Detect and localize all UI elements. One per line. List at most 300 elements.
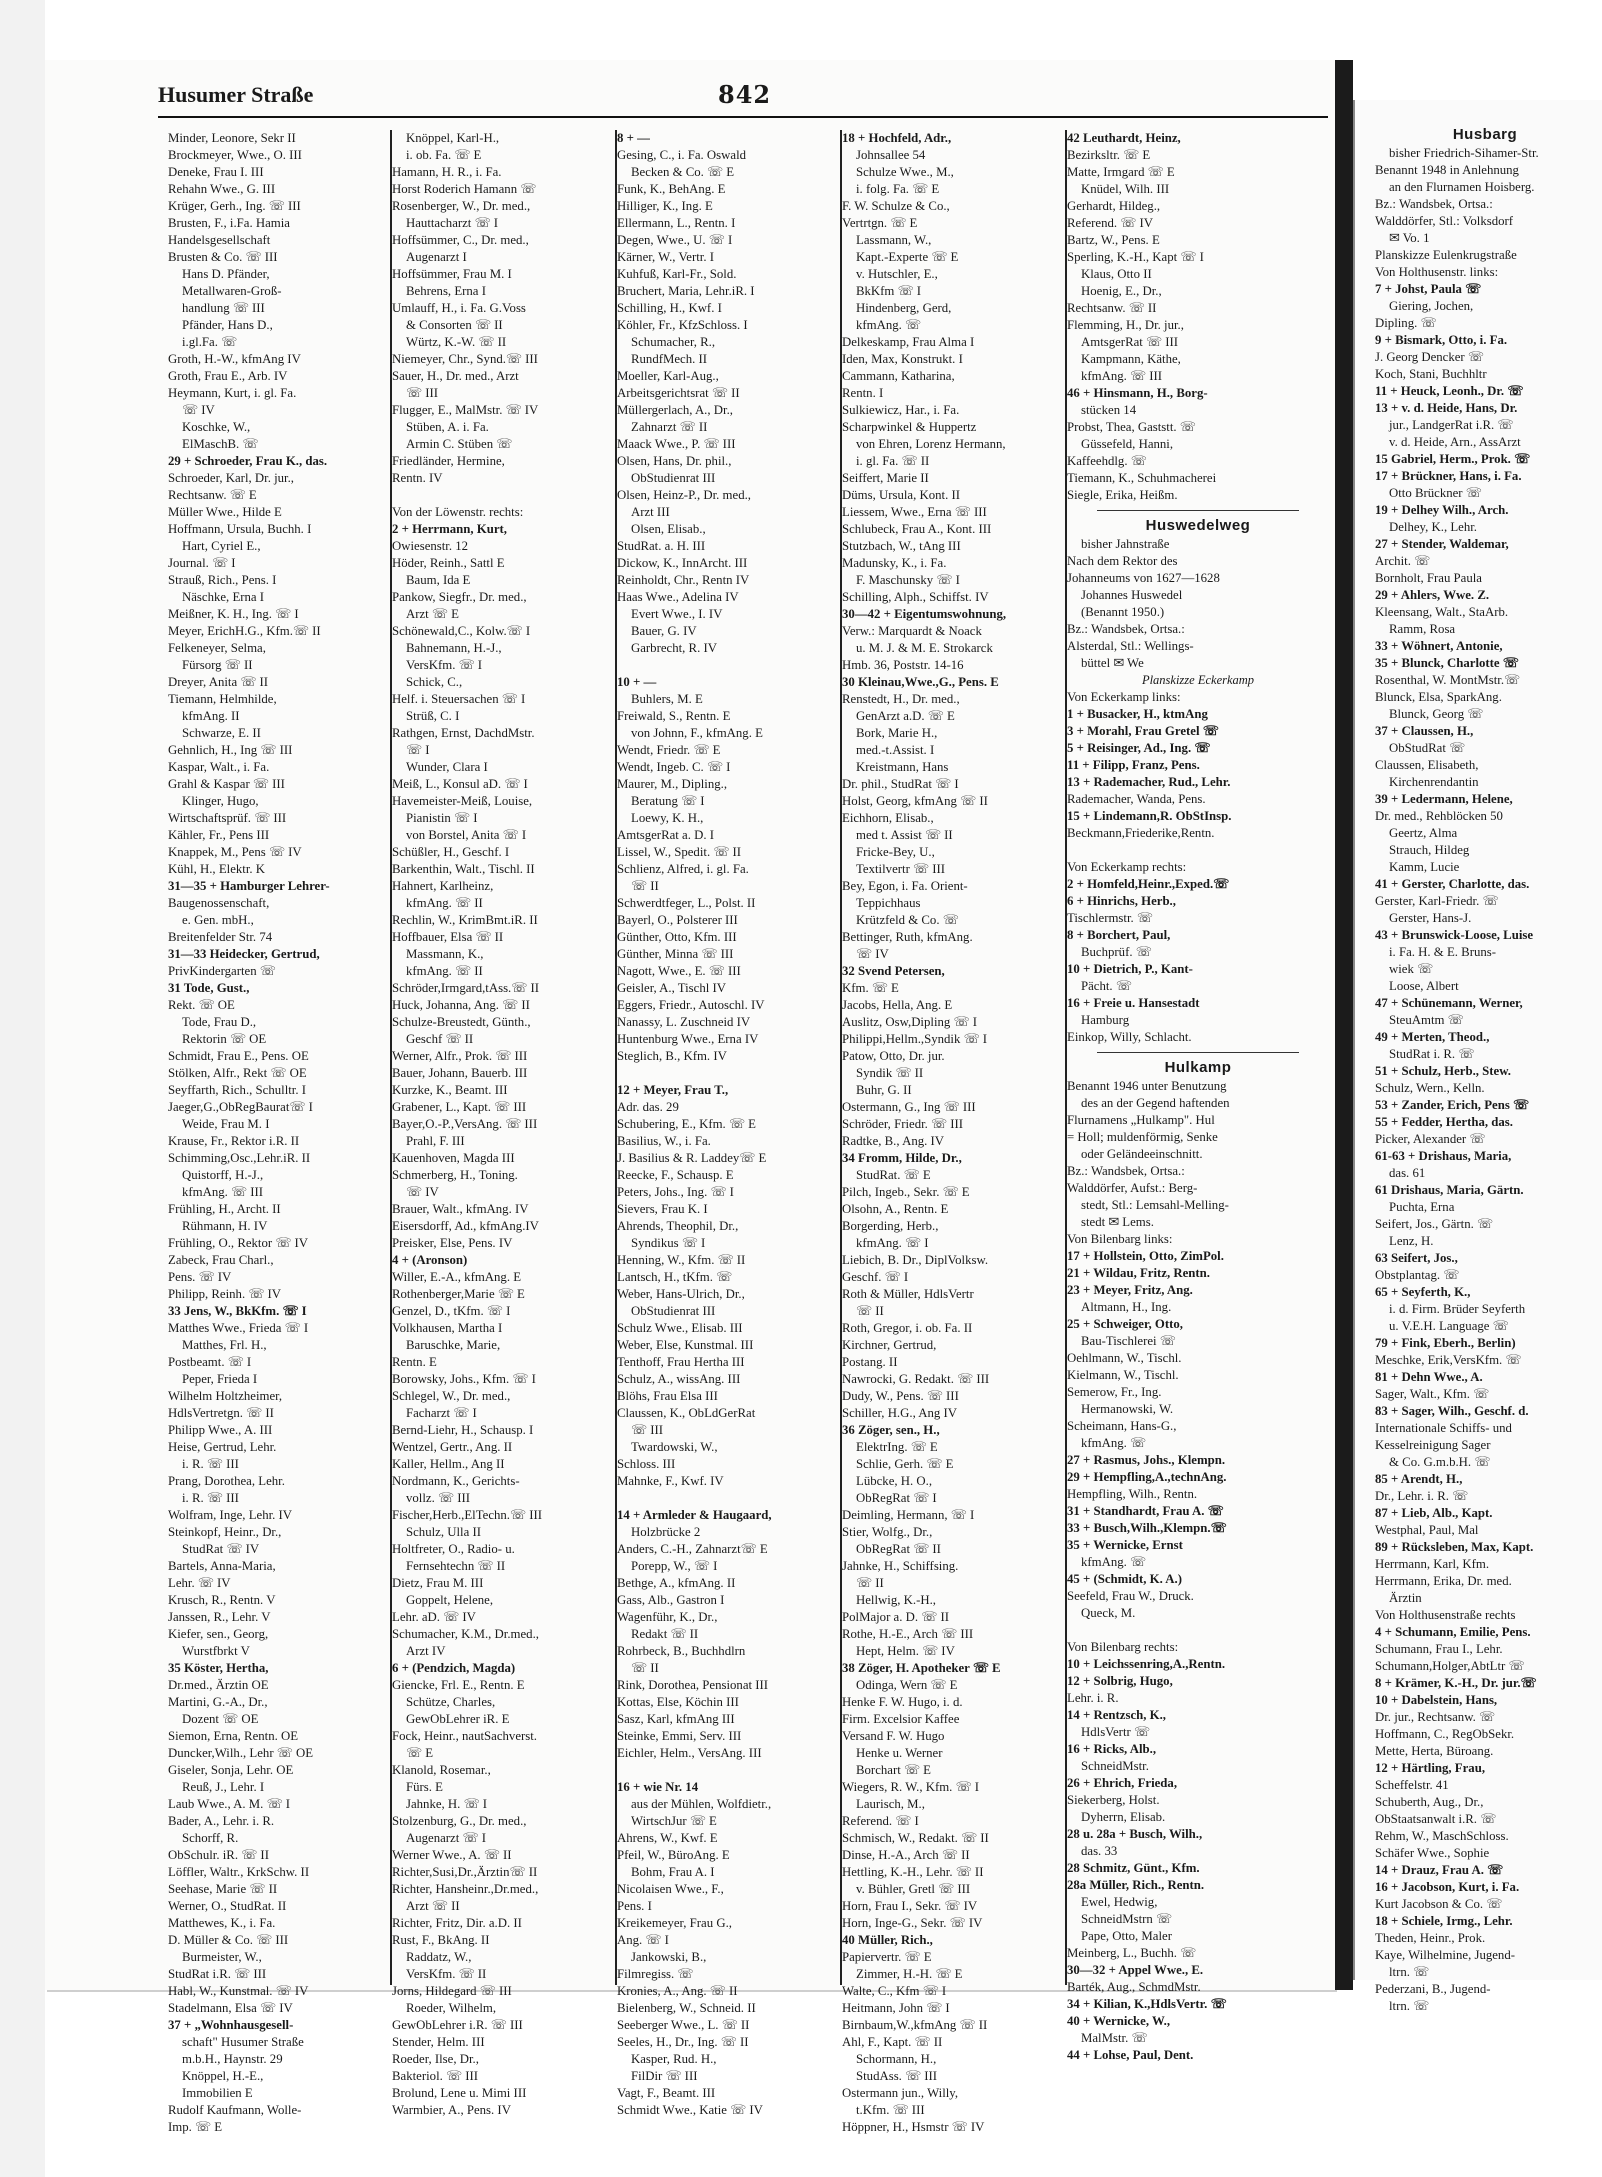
directory-entry: Handelsgesellschaft bbox=[168, 233, 271, 247]
directory-entry: Deimling, Hermann, ☏ I bbox=[842, 1508, 975, 1522]
directory-entry: Olsohn, A., Rentn. E bbox=[842, 1202, 949, 1216]
directory-entry: Westphal, Paul, Mal bbox=[1375, 1523, 1479, 1537]
directory-entry: Rust, F., BkAng. II bbox=[392, 1933, 490, 1947]
directory-entry: Pens. I bbox=[617, 1899, 652, 1913]
directory-entry: Goppelt, Helene, bbox=[406, 1593, 494, 1607]
directory-entry: von Johnn, F., kfmAng. E bbox=[631, 726, 763, 740]
directory-entry: Wendt, Ingeb. C. ☏ I bbox=[617, 760, 731, 774]
directory-entry: Klaus, Otto II bbox=[1081, 267, 1152, 281]
directory-entry: 15 Gabriel, Herm., Prok. ☏ bbox=[1375, 452, 1531, 466]
directory-entry: 87 + Lieb, Alb., Kapt. bbox=[1375, 1506, 1493, 1520]
directory-entry: Henke F. W. Hugo, i. d. bbox=[842, 1695, 963, 1709]
directory-entry: SteuAmtm ☏ bbox=[1389, 1013, 1464, 1027]
directory-entry: StudRat. ☏ E bbox=[856, 1168, 931, 1182]
directory-entry: Bz.: Wandsbek, Ortsa.: bbox=[1067, 622, 1185, 636]
directory-entry: Schumann, Frau I., Lehr. bbox=[1375, 1642, 1503, 1656]
directory-entry: Iden, Max, Konstrukt. I bbox=[842, 352, 963, 366]
directory-entry: 51 + Schulz, Herb., Stew. bbox=[1375, 1064, 1511, 1078]
directory-entry: Rosenberger, W., Dr. med., bbox=[392, 199, 531, 213]
directory-entry: Buhlers, M. E bbox=[631, 692, 703, 706]
directory-entry: 33 + Busch,Wilh.,Klempn.☏ bbox=[1067, 1521, 1227, 1535]
directory-entry: Giseler, Sonja, Lehr. OE bbox=[168, 1763, 294, 1777]
directory-entry: Behrens, Erna I bbox=[406, 284, 486, 298]
directory-entry: SchneidMstrn ☏ bbox=[1081, 1912, 1173, 1926]
directory-entry: Picker, Alexander ☏ bbox=[1375, 1132, 1486, 1146]
directory-entry: Teppichhaus bbox=[856, 896, 921, 910]
directory-entry: StudRat i. R. ☏ bbox=[1389, 1047, 1475, 1061]
directory-entry: Wendt, Friedr. ☏ E bbox=[617, 743, 721, 757]
directory-entry: Baugenossenschaft, bbox=[168, 896, 270, 910]
directory-entry: Kapt.-Experte ☏ E bbox=[856, 250, 959, 264]
directory-entry: Strauch, Hildeg bbox=[1389, 843, 1470, 857]
directory-entry: Garbrecht, R. IV bbox=[631, 641, 717, 655]
directory-entry: ✉ Vo. 1 bbox=[1389, 231, 1430, 245]
directory-entry: kfmAng. ☏ bbox=[856, 318, 922, 332]
directory-entry: Müller Wwe., Hilde E bbox=[168, 505, 282, 519]
directory-entry: 65 + Seyferth, K., bbox=[1375, 1285, 1471, 1299]
directory-entry: 31—33 Heidecker, Gertrud, bbox=[168, 947, 320, 961]
directory-entry: Schlegel, W., Dr. med., bbox=[392, 1389, 511, 1403]
directory-entry: 35 + Wernicke, Ernst bbox=[1067, 1538, 1183, 1552]
directory-entry: Ahrends, Theophil, Dr., bbox=[617, 1219, 739, 1233]
directory-entry: Stadelmann, Elsa ☏ IV bbox=[168, 2001, 293, 2015]
directory-entry: Dr. jur., Rechtsanw. ☏ bbox=[1375, 1710, 1496, 1724]
directory-entry: 28 u. 28a + Busch, Wilh., bbox=[1067, 1827, 1203, 1841]
directory-entry: Hindenberg, Gerd, bbox=[856, 301, 952, 315]
directory-entry: Wentzel, Gertr., Ang. II bbox=[392, 1440, 513, 1454]
directory-entry: Hahnert, Karlheinz, bbox=[392, 879, 494, 893]
directory-entry: D. Müller & Co. ☏ III bbox=[168, 1933, 289, 1947]
directory-entry: Fischer,Herb.,ElTechn.☏ III bbox=[392, 1508, 542, 1522]
directory-entry: & Consorten ☏ II bbox=[406, 318, 503, 332]
directory-entry: Steglich, B., Kfm. IV bbox=[617, 1049, 727, 1063]
directory-entry: Schulze Wwe., M., bbox=[856, 165, 954, 179]
directory-entry: Pfänder, Hans D., bbox=[182, 318, 273, 332]
directory-entry: GenArzt a.D. ☏ E bbox=[856, 709, 955, 723]
directory-entry: Gerhardt, Hildeg., bbox=[1067, 199, 1161, 213]
directory-entry: Wolfram, Inge, Lehr. IV bbox=[168, 1508, 293, 1522]
directory-entry: Sulkiewicz, Har., i. Fa. bbox=[842, 403, 960, 417]
directory-entry: 81 + Dehn Wwe., A. bbox=[1375, 1370, 1483, 1384]
directory-entry: Bethge, A., kfmAng. II bbox=[617, 1576, 736, 1590]
directory-entry: Koschke, W., bbox=[182, 420, 251, 434]
directory-entry: kfmAng. ☏ I bbox=[856, 1236, 929, 1250]
directory-entry: Meiß, L., Konsul aD. ☏ I bbox=[392, 777, 528, 791]
directory-entry: Lissel, W., Spedit. ☏ II bbox=[617, 845, 742, 859]
directory-entry: 30—42 + Eigentumswohnung, bbox=[842, 607, 1007, 621]
directory-entry: Kühl, H., Elektr. K bbox=[168, 862, 266, 876]
directory-entry: Patow, Otto, Dr. jur. bbox=[842, 1049, 945, 1063]
directory-entry: 11 + Filipp, Franz, Pens. bbox=[1067, 758, 1200, 772]
directory-entry: Grahl & Kaspar ☏ III bbox=[168, 777, 285, 791]
directory-entry: Verw.: Marquardt & Noack bbox=[842, 624, 982, 638]
directory-entry: Schwerdtfeger, L., Polst. II bbox=[617, 896, 756, 910]
directory-entry: 46 + Hinsmann, H., Borg- bbox=[1067, 386, 1208, 400]
directory-entry: Rohrbeck, B., Buchhdlrn bbox=[617, 1644, 746, 1658]
directory-entry: Postbeamt. ☏ I bbox=[168, 1355, 252, 1369]
directory-entry: Pächt. ☏ bbox=[1081, 979, 1132, 993]
directory-entry: Herrmann, Karl, Kfm. bbox=[1375, 1557, 1490, 1571]
directory-entry: 16 + Ricks, Alb., bbox=[1067, 1742, 1157, 1756]
directory-entry: Walddörfer, Aufst.: Berg- bbox=[1067, 1181, 1198, 1195]
directory-entry: HdlsVertr ☏ bbox=[1081, 1725, 1150, 1739]
directory-entry: büttel ✉ We bbox=[1081, 656, 1144, 670]
directory-entry: Groth, Frau E., Arb. IV bbox=[168, 369, 288, 383]
directory-entry: Werner Wwe., A. ☏ II bbox=[392, 1848, 512, 1862]
directory-entry: Helf. i. Steuersachen ☏ I bbox=[392, 692, 526, 706]
directory-entry: 40 + Wernicke, W., bbox=[1067, 2014, 1171, 2028]
directory-entry: Beratung ☏ I bbox=[631, 794, 705, 808]
directory-entry: Schick, C., bbox=[406, 675, 463, 689]
next-page-fragment bbox=[1353, 100, 1602, 2013]
directory-entry: Hmb. 36, Poststr. 14-16 bbox=[842, 658, 964, 672]
directory-entry: Wilhelm Holtzheimer, bbox=[168, 1389, 283, 1403]
directory-entry: Gass, Alb., Gastron I bbox=[617, 1593, 725, 1607]
directory-entry: Philipp Wwe., A. III bbox=[168, 1423, 273, 1437]
directory-entry: Bohm, Frau A. I bbox=[631, 1865, 715, 1879]
directory-entry: Siemon, Erna, Rentn. OE bbox=[168, 1729, 299, 1743]
directory-entry: Jankowski, B., bbox=[631, 1950, 707, 1964]
directory-entry: 35 Köster, Hertha, bbox=[168, 1661, 269, 1675]
directory-entry: Auslitz, Osw,Dipling ☏ I bbox=[842, 1015, 977, 1029]
directory-entry: Meißner, K. H., Ing. ☏ I bbox=[168, 607, 299, 621]
directory-entry: 15 + Lindemann,R. ObStInsp. bbox=[1067, 809, 1232, 823]
directory-entry: Madunsky, K., i. Fa. bbox=[842, 556, 947, 570]
directory-entry: Ostermann, G., Ing ☏ III bbox=[842, 1100, 976, 1114]
directory-entry: Hart, Cyriel E., bbox=[182, 539, 261, 553]
directory-entry: Breitenfelder Str. 74 bbox=[168, 930, 273, 944]
directory-entry: Schröder,Irmgard,tAss.☏ II bbox=[392, 981, 539, 995]
directory-entry: Holst, Georg, kfmAng ☏ II bbox=[842, 794, 988, 808]
directory-entry: e. Gen. mbH., bbox=[182, 913, 254, 927]
directory-entry: 63 Seifert, Jos., bbox=[1375, 1251, 1458, 1265]
directory-entry: Ewel, Hedwig, bbox=[1081, 1895, 1158, 1909]
directory-entry: Havemeister-Meiß, Louise, bbox=[392, 794, 533, 808]
directory-entry: Journal. ☏ I bbox=[168, 556, 236, 570]
directory-entry: Hoffsümmer, C., Dr. med., bbox=[392, 233, 529, 247]
directory-entry: Rechtsanw. ☏ E bbox=[168, 488, 257, 502]
directory-entry: Raddatz, W., bbox=[406, 1950, 472, 1964]
directory-entry: v. Hutschler, E., bbox=[856, 267, 938, 281]
directory-entry: Siekerberg, Holst. bbox=[1067, 1793, 1160, 1807]
directory-entry: Pens. ☏ IV bbox=[168, 1270, 232, 1284]
directory-entry: Köhler, Fr., KfzSchloss. I bbox=[617, 318, 748, 332]
directory-entry: Düms, Ursula, Kont. II bbox=[842, 488, 961, 502]
directory-entry: Maack Wwe., P. ☏ III bbox=[617, 437, 736, 451]
directory-entry: Krause, Fr., Rektor i.R. II bbox=[168, 1134, 300, 1148]
directory-entry: Rentn. IV bbox=[392, 471, 443, 485]
directory-entry: ObStudienrat III bbox=[631, 471, 716, 485]
directory-entry: Nordmann, K., Gerichts- bbox=[392, 1474, 520, 1488]
directory-entry: Borgerding, Herb., bbox=[842, 1219, 939, 1233]
directory-entry: Kaye, Wilhelmine, Jugend- bbox=[1375, 1948, 1515, 1962]
directory-entry: Hans D. Pfänder, bbox=[182, 267, 270, 281]
directory-entry: Geisler, A., Tischl IV bbox=[617, 981, 726, 995]
directory-entry: Schüßler, H., Geschf. I bbox=[392, 845, 510, 859]
directory-entry: Rothe, H.-E., Arch ☏ III bbox=[842, 1627, 974, 1641]
directory-entry: Richter, Hansheinr.,Dr.med., bbox=[392, 1882, 539, 1896]
directory-entry: Nagott, Wwe., E. ☏ III bbox=[617, 964, 741, 978]
directory-entry: Knappek, M., Pens ☏ IV bbox=[168, 845, 302, 859]
directory-entry: Rosenthal, W. MontMstr.☏ bbox=[1375, 673, 1521, 687]
section-title-huswedelweg: Huswedelweg bbox=[1145, 517, 1251, 534]
directory-entry: 36 Zöger, sen., H., bbox=[842, 1423, 940, 1437]
directory-entry: Rink, Dorothea, Pensionat III bbox=[617, 1678, 769, 1692]
directory-entry: Werner, O., StudRat. II bbox=[168, 1899, 287, 1913]
directory-entry: ☏ II bbox=[631, 879, 659, 893]
directory-entry: Rademacher, Wanda, Pens. bbox=[1067, 792, 1206, 806]
directory-entry: Strauß, Rich., Pens. I bbox=[168, 573, 277, 587]
directory-entry: Claussen, K., ObLdGerRat bbox=[617, 1406, 756, 1420]
directory-entry: Internationale Schiffs- und bbox=[1375, 1421, 1512, 1435]
directory-entry: Höppner, H., Hsmstr ☏ IV bbox=[842, 2120, 985, 2134]
directory-entry: Archit. ☏ bbox=[1375, 554, 1431, 568]
directory-entry: ltrn. ☏ bbox=[1389, 1965, 1430, 1979]
directory-entry: 14 + Rentzsch, K., bbox=[1067, 1708, 1166, 1722]
directory-entry: Werner, Alfr., Prok. ☏ III bbox=[392, 1049, 528, 1063]
directory-entry: 30—32 + Appel Wwe., E. bbox=[1067, 1963, 1204, 1977]
directory-entry: Bauer, Johann, Bauerb. III bbox=[392, 1066, 528, 1080]
directory-entry: Hempfling, Wilh., Rentn. bbox=[1067, 1487, 1198, 1501]
directory-entry: Beckmann,Friederike,Rentn. bbox=[1067, 826, 1215, 840]
directory-entry: Schulz, Wern., Kelln. bbox=[1375, 1081, 1485, 1095]
directory-entry: Hoffmann, Ursula, Buchh. I bbox=[168, 522, 312, 536]
directory-entry: Sauer, H., Dr. med., Arzt bbox=[392, 369, 519, 383]
directory-entry: Güssefeld, Hanni, bbox=[1081, 437, 1174, 451]
directory-entry: 55 + Fedder, Hertha, das. bbox=[1375, 1115, 1513, 1129]
directory-entry: Eichler, Helm., VersAng. III bbox=[617, 1746, 762, 1760]
directory-entry: u. V.E.H. Language ☏ bbox=[1389, 1319, 1509, 1333]
directory-entry: Dyherrn, Elisab. bbox=[1081, 1810, 1166, 1824]
directory-entry: Prang, Dorothea, Lehr. bbox=[168, 1474, 285, 1488]
directory-entry: WirtschJur ☏ E bbox=[631, 1814, 717, 1828]
directory-entry: Wiegers, R. W., Kfm. ☏ I bbox=[842, 1780, 980, 1794]
directory-entry: Genzel, D., tKfm. ☏ I bbox=[392, 1304, 511, 1318]
directory-entry: Owiesenstr. 12 bbox=[392, 539, 469, 553]
directory-entry: 8 + — bbox=[617, 131, 650, 145]
directory-entry: StudRat. a. H. III bbox=[617, 539, 706, 553]
directory-entry: Lenz, H. bbox=[1389, 1234, 1434, 1248]
directory-entry: 9 + Bismark, Otto, i. Fa. bbox=[1375, 333, 1508, 347]
directory-entry: 2 + Homfeld,Heinr.,Exped.☏ bbox=[1067, 877, 1230, 891]
directory-entry: i. ob. Fa. ☏ E bbox=[406, 148, 482, 162]
directory-entry: Richter,Susi,Dr.,Ärztin☏ II bbox=[392, 1865, 538, 1879]
directory-entry: Brusten, F., i.Fa. Hamia bbox=[168, 216, 290, 230]
column-2 bbox=[390, 130, 607, 2117]
directory-entry: stedt ✉ Lems. bbox=[1081, 1215, 1154, 1229]
directory-entry: Fock, Heinr., nautSachverst. bbox=[392, 1729, 538, 1743]
directory-entry: Loewy, K. H., bbox=[631, 811, 704, 825]
directory-entry: Kuhfuß, Karl-Fr., Sold. bbox=[617, 267, 737, 281]
directory-entry: Gerster, Karl-Friedr. ☏ bbox=[1375, 894, 1499, 908]
directory-entry: handlung ☏ III bbox=[182, 301, 265, 315]
directory-entry: Wunder, Clara I bbox=[406, 760, 488, 774]
directory-entry: Sievers, Frau K. I bbox=[617, 1202, 708, 1216]
directory-entry: Rentn. I bbox=[842, 386, 884, 400]
directory-entry: Fürs. E bbox=[406, 1780, 443, 1794]
directory-entry: 11 + Heuck, Leonh., Dr. ☏ bbox=[1375, 384, 1524, 398]
directory-entry: Johanneums von 1627—1628 bbox=[1067, 571, 1220, 585]
directory-entry: Kasper, Rud. H., bbox=[631, 2052, 717, 2066]
directory-entry: Deneke, Frau I. III bbox=[168, 165, 264, 179]
directory-entry: Theden, Heinr., Prok. bbox=[1375, 1931, 1486, 1945]
directory-entry bbox=[392, 487, 607, 504]
directory-entry: Zabeck, Frau Charl., bbox=[168, 1253, 274, 1267]
directory-entry: GewObLehrer i.R. ☏ III bbox=[392, 2018, 523, 2032]
directory-entry: Ellermann, L., Rentn. I bbox=[617, 216, 736, 230]
directory-entry: ObRegRat ☏ I bbox=[856, 1491, 937, 1505]
directory-entry: Baum, Ida E bbox=[406, 573, 471, 587]
directory-entry: Flurnamens „Hulkamp". Hul bbox=[1067, 1113, 1215, 1127]
directory-entry: 25 + Schweiger, Otto, bbox=[1067, 1317, 1183, 1331]
directory-entry: Knüdel, Wilh. III bbox=[1081, 182, 1170, 196]
directory-entry: ☏ IV bbox=[406, 1185, 439, 1199]
directory-entry: 29 + Schroeder, Frau K., das. bbox=[168, 454, 328, 468]
directory-entry: Weber, Else, Kunstmal. III bbox=[617, 1338, 754, 1352]
directory-entry: Huntenburg Wwe., Erna IV bbox=[617, 1032, 759, 1046]
directory-entry: Eisersdorff, Ad., kfmAng.IV bbox=[392, 1219, 539, 1233]
directory-entry: Preisker, Else, Pens. IV bbox=[392, 1236, 513, 1250]
directory-entry: ltrn. ☏ bbox=[1389, 1999, 1430, 2013]
directory-entry: ☏ II bbox=[856, 1304, 884, 1318]
directory-entry: Jahnke, H., Schiffsing. bbox=[842, 1559, 959, 1573]
directory-entry: Lehr. aD. ☏ IV bbox=[392, 1610, 476, 1624]
directory-entry: Löffler, Waltr., KrkSchw. II bbox=[168, 1865, 310, 1879]
directory-entry: Schröder, Friedr. ☏ III bbox=[842, 1117, 964, 1131]
directory-entry: Lehr. ☏ IV bbox=[168, 1576, 231, 1590]
directory-entry: Von Eckerkamp rechts: bbox=[1067, 860, 1187, 874]
directory-entry: v. Bühler, Gretl ☏ III bbox=[856, 1882, 971, 1896]
directory-entry: 45 + (Schmidt, K. A.) bbox=[1067, 1572, 1183, 1586]
directory-entry: kfmAng. ☏ II bbox=[406, 896, 483, 910]
directory-entry: das. 61 bbox=[1389, 1166, 1426, 1180]
directory-entry: u. M. J. & M. E. Strokarck bbox=[856, 641, 993, 655]
directory-entry: Von Eckerkamp links: bbox=[1067, 690, 1181, 704]
directory-entry: PolMajor a. D. ☏ II bbox=[842, 1610, 949, 1624]
directory-entry: 30 Kleinau,Wwe.,G., Pens. E bbox=[842, 675, 999, 689]
directory-entry: Borowsky, Johs., Kfm. ☏ I bbox=[392, 1372, 536, 1386]
directory-entry: Kleensang, Walt., StaArb. bbox=[1375, 605, 1509, 619]
directory-entry: Kreikemeyer, Frau G., bbox=[617, 1916, 732, 1930]
directory-entry: Kähler, Fr., Pens III bbox=[168, 828, 270, 842]
directory-entry: Eggers, Friedr., Autoschl. IV bbox=[617, 998, 765, 1012]
directory-entry: Knöppel, H.-E., bbox=[182, 2069, 264, 2083]
directory-entry: kfmAng. ☏ III bbox=[182, 1185, 264, 1199]
directory-entry: StudAss. ☏ III bbox=[856, 2069, 938, 2083]
directory-entry: Altmann, H., Ing. bbox=[1081, 1300, 1172, 1314]
directory-entry: Claussen, Elisabeth, bbox=[1375, 758, 1479, 772]
directory-entry: Degen, Wwe., U. ☏ I bbox=[617, 233, 733, 247]
directory-entry: Strüß, C. I bbox=[406, 709, 460, 723]
directory-entry: Delkeskamp, Frau Alma I bbox=[842, 335, 975, 349]
directory-entry: Ramm, Rosa bbox=[1389, 622, 1456, 636]
directory-entry: 28 Schmitz, Günt., Kfm. bbox=[1067, 1861, 1200, 1875]
directory-entry: Laub Wwe., A. M. ☏ I bbox=[168, 1797, 291, 1811]
directory-entry: Nawrocki, G. Redakt. ☏ III bbox=[842, 1372, 990, 1386]
directory-entry: med t. Assist ☏ II bbox=[856, 828, 953, 842]
directory-entry: ☏ II bbox=[631, 1661, 659, 1675]
directory-entry: Rathgen, Ernst, DachdMstr. bbox=[392, 726, 535, 740]
directory-entry: Huck, Johanna, Ang. ☏ II bbox=[392, 998, 530, 1012]
directory-entry: Radtke, B., Ang. IV bbox=[842, 1134, 945, 1148]
directory-entry: Johannes Huswedel bbox=[1081, 588, 1183, 602]
directory-entry: Einkop, Willy, Schlacht. bbox=[1067, 1030, 1192, 1044]
directory-entry: Blunck, Elsa, SparkAng. bbox=[1375, 690, 1502, 704]
directory-entry: Klinger, Hugo, bbox=[182, 794, 259, 808]
directory-entry: ☏ III bbox=[406, 386, 438, 400]
directory-entry: Holzbrücke 2 bbox=[631, 1525, 701, 1539]
directory-entry: Seiffert, Marie II bbox=[842, 471, 929, 485]
directory-entry: Schulz, A., wissAng. III bbox=[617, 1372, 741, 1386]
directory-entry: Schroeder, Karl, Dr. jur., bbox=[168, 471, 295, 485]
directory-entry: Bettinger, Ruth, kfmAng. bbox=[842, 930, 973, 944]
directory-entry: kfmAng. ☏ bbox=[1081, 1555, 1147, 1569]
directory-entry: Seefeld, Frau W., Druck. bbox=[1067, 1589, 1194, 1603]
directory-entry: 43 + Brunswick-Loose, Luise bbox=[1375, 928, 1534, 942]
directory-entry: Bornholt, Frau Paula bbox=[1375, 571, 1482, 585]
directory-entry: Wurstfbrkt V bbox=[182, 1644, 250, 1658]
directory-entry: Sager, Walt., Kfm. ☏ bbox=[1375, 1387, 1490, 1401]
directory-entry: Giencke, Frl. E., Rentn. E bbox=[392, 1678, 525, 1692]
directory-entry: Höder, Reinh., Sattl E bbox=[392, 556, 505, 570]
directory-entry bbox=[617, 657, 832, 674]
directory-entry: Siegle, Erika, Heißm. bbox=[1067, 488, 1178, 502]
directory-entry: Barkenthin, Walt., Tischl. II bbox=[392, 862, 535, 876]
directory-entry: 16 + Jacobson, Kurt, i. Fa. bbox=[1375, 1880, 1520, 1894]
directory-entry: VersKfm. ☏ I bbox=[406, 658, 483, 672]
directory-entry: 18 + Hochfeld, Adr., bbox=[842, 131, 952, 145]
directory-entry: Imp. ☏ E bbox=[168, 2120, 223, 2134]
directory-entry: Stender, Helm. III bbox=[392, 2035, 485, 2049]
directory-entry: Liebich, B. Dr., DiplVolksw. bbox=[842, 1253, 989, 1267]
directory-entry: Hamburg bbox=[1081, 1013, 1130, 1027]
directory-entry: Geschf. ☏ I bbox=[842, 1270, 909, 1284]
directory-entry: BkKfm ☏ I bbox=[856, 284, 922, 298]
directory-entry: stücken 14 bbox=[1081, 403, 1137, 417]
directory-entry: Facharzt ☏ I bbox=[406, 1406, 477, 1420]
directory-entry: Ang. ☏ I bbox=[617, 1933, 669, 1947]
directory-entry: 12 + Solbrig, Hugo, bbox=[1067, 1674, 1173, 1688]
directory-entry: Olsen, Hans, Dr. phil., bbox=[617, 454, 732, 468]
directory-entry bbox=[1067, 1622, 1329, 1639]
directory-entry: ☏ IV bbox=[182, 403, 215, 417]
directory-entry: Becken & Co. ☏ E bbox=[631, 165, 735, 179]
directory-entry: Nicolaisen Wwe., F., bbox=[617, 1882, 724, 1896]
directory-entry: Weide, Frau M. I bbox=[182, 1117, 270, 1131]
directory-entry: Kreistmann, Hans bbox=[856, 760, 949, 774]
directory-entry: Adr. das. 29 bbox=[617, 1100, 679, 1114]
directory-entry: 31—35 + Hamburger Lehrer- bbox=[168, 879, 330, 893]
directory-entry: Roth, Gregor, i. ob. Fa. II bbox=[842, 1321, 973, 1335]
directory-entry: Bruchert, Maria, Lehr.iR. I bbox=[617, 284, 755, 298]
directory-entry: 6 + (Pendzich, Magda) bbox=[392, 1661, 516, 1675]
directory-entry: Warmbier, A., Pens. IV bbox=[392, 2103, 511, 2117]
directory-entry: 6 + Hinrichs, Herb., bbox=[1067, 894, 1176, 908]
directory-entry: Haas Wwe., Adelina IV bbox=[617, 590, 739, 604]
directory-entry: RundfMech. II bbox=[631, 352, 708, 366]
directory-entry: Jaeger,G.,ObRegBaurat☏ I bbox=[168, 1100, 313, 1114]
directory-entry: Kottas, Else, Köchin III bbox=[617, 1695, 739, 1709]
directory-entry: Fernsehtechn ☏ II bbox=[406, 1559, 506, 1573]
directory-entry: Otto Brückner ☏ bbox=[1389, 486, 1482, 500]
directory-entry: Alsterdal, Stl.: Wellings- bbox=[1067, 639, 1194, 653]
directory-entry: 27 + Stender, Waldemar, bbox=[1375, 537, 1509, 551]
directory-entry: kfmAng. II bbox=[182, 709, 240, 723]
directory-entry: 4 + Schumann, Emilie, Pens. bbox=[1375, 1625, 1531, 1639]
directory-entry: Rektorin ☏ OE bbox=[182, 1032, 267, 1046]
directory-entry: Burmeister, W., bbox=[182, 1950, 262, 1964]
directory-entry: Schloss. III bbox=[617, 1457, 676, 1471]
